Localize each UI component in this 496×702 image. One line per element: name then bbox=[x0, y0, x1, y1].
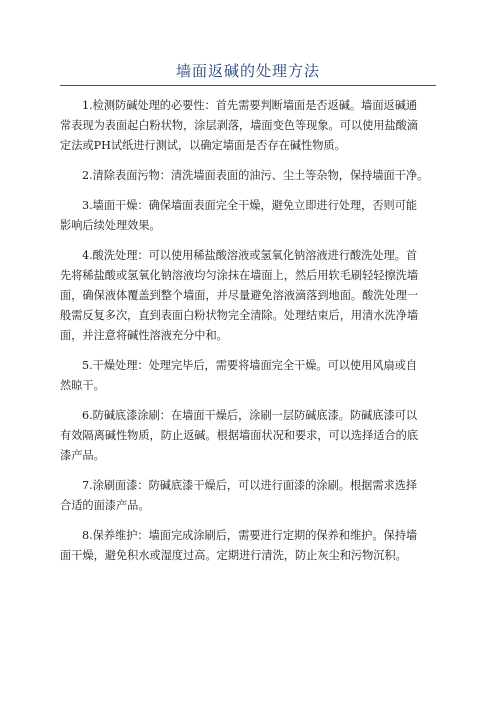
paragraph-line: 常表现为表面起白粉状物，涂层剥落，墙面变色等现象。可以使用盐酸滴 bbox=[60, 119, 419, 132]
paragraph-3 bbox=[60, 196, 436, 236]
page-title: 墙面返碱的处理方法 bbox=[175, 62, 320, 80]
paragraph-line: 8.保养维护：墙面完成涂刷后，需要进行定期的保养和维护。保持墙 bbox=[82, 529, 418, 542]
paragraph-2 bbox=[60, 166, 436, 186]
paragraph-line: 4.酸洗处理：可以使用稀盐酸溶液或氢氧化钠溶液进行酸洗处理。首 bbox=[82, 249, 418, 262]
paragraph-8 bbox=[60, 526, 436, 566]
paragraph-6 bbox=[60, 406, 436, 466]
paragraph-5 bbox=[60, 356, 436, 396]
paragraph-line: 然晾干。 bbox=[60, 379, 105, 392]
paragraph-line: 2.清除表面污物：清洗墙面表面的油污、尘土等杂物，保持墙面干净。 bbox=[82, 169, 429, 182]
paragraph-line: 5.干燥处理：处理完毕后，需要将墙面完全干燥。可以使用风扇或自 bbox=[82, 359, 418, 372]
paragraph-line: 3.墙面干燥：确保墙面表面完全干燥，避免立即进行处理，否则可能 bbox=[82, 199, 418, 212]
paragraph-4 bbox=[60, 246, 436, 346]
paragraph-line: 7.涂刷面漆：防碱底漆干燥后，可以进行面漆的涂刷。根据需求选择 bbox=[82, 479, 418, 492]
paragraph-line: 面，并注意将碱性溶液充分中和。 bbox=[60, 329, 228, 342]
paragraph-line: 漆产品。 bbox=[60, 449, 105, 462]
paragraph-line: 1.检测防碱处理的必要性：首先需要判断墙面是否返碱。墙面返碱通 bbox=[82, 99, 418, 112]
paragraph-line: 合适的面漆产品。 bbox=[60, 499, 150, 512]
paragraph-line: 般需反复多次，直到表面白粉状物完全清除。处理结束后，用清水洗净墙 bbox=[60, 309, 419, 322]
paragraph-line: 6.防碱底漆涂刷：在墙面干燥后，涂刷一层防碱底漆。防碱底漆可以 bbox=[82, 409, 418, 422]
paragraph-line: 面干燥，避免积水或湿度过高。定期进行清洗，防止灰尘和污物沉积。 bbox=[60, 549, 407, 562]
paragraph-1 bbox=[60, 96, 436, 156]
paragraph-line: 影响后续处理效果。 bbox=[60, 219, 161, 232]
paragraph-line: 有效隔离碱性物质，防止返碱。根据墙面状况和要求，可以选择适合的底 bbox=[60, 429, 419, 442]
paragraph-line: 先将稀盐酸或氢氧化钠溶液均匀涂抹在墙面上，然后用软毛刷轻轻擦洗墙 bbox=[60, 269, 419, 282]
document-body bbox=[60, 96, 436, 576]
paragraph-7 bbox=[60, 476, 436, 516]
paragraph-line: 定法或PH试纸进行测试，以确定墙面是否存在碱性物质。 bbox=[60, 139, 346, 152]
title-underline bbox=[60, 85, 436, 86]
paragraph-line: 面，确保液体覆盖到整个墙面，并尽量避免溶液滴落到地面。酸洗处理一 bbox=[60, 289, 419, 302]
